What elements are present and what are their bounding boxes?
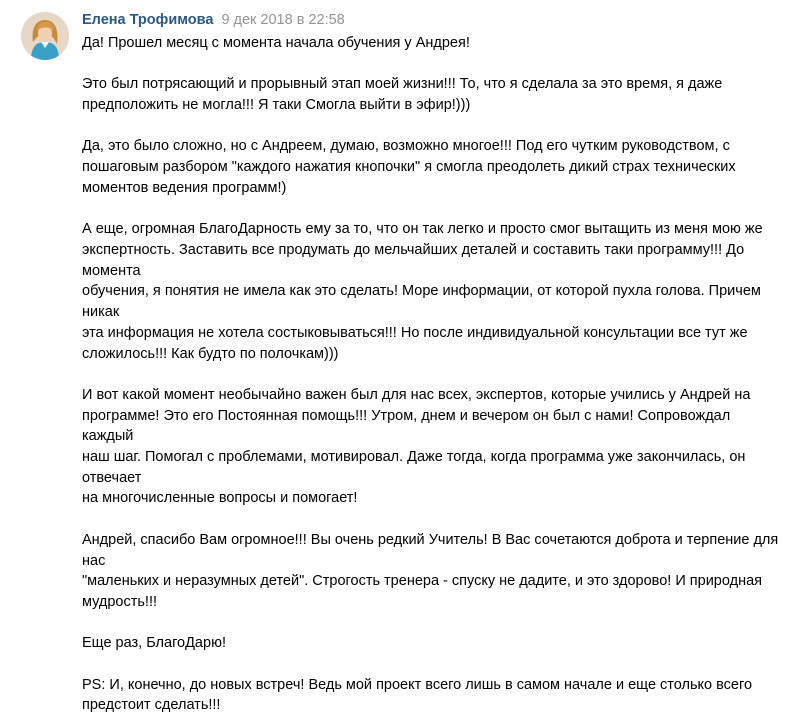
comment-header [82,10,345,30]
comment-paragraph: Андрей, спасибо Вам огромное!!! Вы очень редкий Учитель! В Вас сочетаются доброта и терпение для нас "маленьких и неразумных детей". Строгость тренера - спуску не дадите, и это здорово! И природная мудрость!!! [82,531,779,610]
comment-paragraph: А еще, огромная БлагоДарность ему за то, что он так легко и просто смог вытащить из меня мою же экспертность. Заставить все продумать до мельчайших деталей и составить таки программу!!! До момента обучения, я понятия не имела как это сделать! Море информации, от которой пухла голова. Причем никак эта информация не хотела состыковываться!!! Но после индивидуальной консультации все тут же сложилось!!! Как будто по полочкам))) [82,221,763,362]
author-name[interactable]: Елена Трофимова [82,12,214,28]
comment-text [82,33,782,716]
comment-paragraph: Это был потрясающий и прорывный этап моей жизни!!! То, что я сделала за это время, я даже предположить не могла!!! Я таки Смогла выйти в эфир!))) [82,76,723,114]
comment-paragraph: Да, это было сложно, но с Андреем, думаю, возможно многое!!! Под его чутким руководством, с пошаговым разбором "каждого нажатия кнопочки" я смогла преодолеть дикий страх технических моментов ведения программ!) [82,138,736,196]
comment-paragraph: Да! Прошел месяц с момента начала обучения у Андрея! [82,35,470,51]
avatar[interactable] [21,12,69,60]
comment-paragraph: Еще раз, БлагоДарю! [82,635,226,652]
comment-paragraph: PS: И, конечно, до новых встреч! Ведь мой проект всего лишь в самом начале и еще столько всего предстоит сделать!!! [82,676,753,714]
comment-date[interactable]: 9 дек 2018 в 22:58 [221,12,345,28]
comment-paragraph: И вот какой момент необычайно важен был для нас всех, экспертов, которые учились у Андрей на программе! Это его Постоянная помощь!!! Утром, днем и вечером он был с нами! Сопровождал каждый наш шаг. Помогал с проблемами, мотивировал. Даже тогда, когда программа уже закончилась, он отвечает на многочисленные вопросы и помогает! [82,386,751,507]
user-photo-icon [21,12,69,60]
